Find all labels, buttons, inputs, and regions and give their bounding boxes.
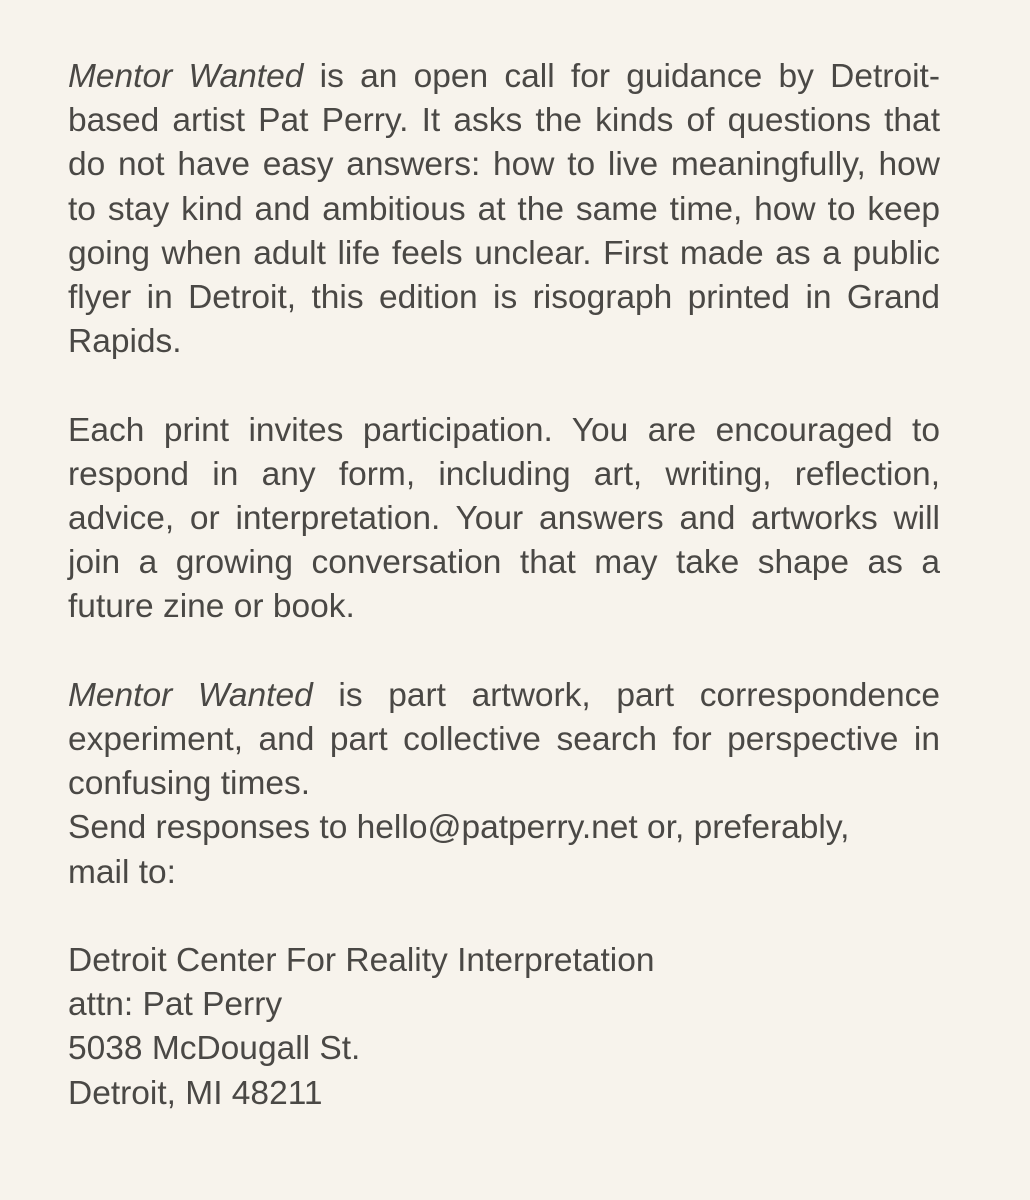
address-org-line: Detroit Center For Reality Interpretation <box>68 942 655 980</box>
mailing-address <box>68 939 940 1116</box>
paragraph-description <box>68 674 940 895</box>
mail-to-text: mail to: <box>68 853 176 891</box>
paragraph-participation-text: Each print invites participation. You are encouraged to respond in any form, including art, writing, reflection, advice, or interpretation. Your answers and artworks will join a growing conversation that may take shape as a future zine or book. <box>68 411 940 626</box>
paragraph-description-text: is part artwork, part correspondence experiment, and part collective search for perspective in confusing times. <box>68 676 940 803</box>
paragraph-intro-text: is an open call for guidance by Detroit-based artist Pat Perry. It asks the kinds of questions that do not have easy answers: how to live meaningfully, how to stay kind and ambitious at the same time, how to keep going when adult life feels unclear. First made as a public flyer in Detroit, this edition is risograph printed in Grand Rapids. <box>68 58 940 361</box>
artwork-title-italic-2: Mentor Wanted <box>68 676 313 714</box>
contact-prefix-text: Send responses to <box>68 809 357 847</box>
artwork-title-italic: Mentor Wanted <box>68 58 304 95</box>
address-street-line: 5038 McDougall St. <box>68 1030 361 1068</box>
address-city-line: Detroit, MI 48211 <box>68 1074 323 1112</box>
paragraph-participation <box>68 409 940 630</box>
address-attn-line: attn: Pat Perry <box>68 986 283 1024</box>
paragraph-intro <box>68 55 940 364</box>
email-address: hello@patperry.net <box>356 809 638 847</box>
contact-suffix-text: or, preferably, <box>637 809 850 847</box>
